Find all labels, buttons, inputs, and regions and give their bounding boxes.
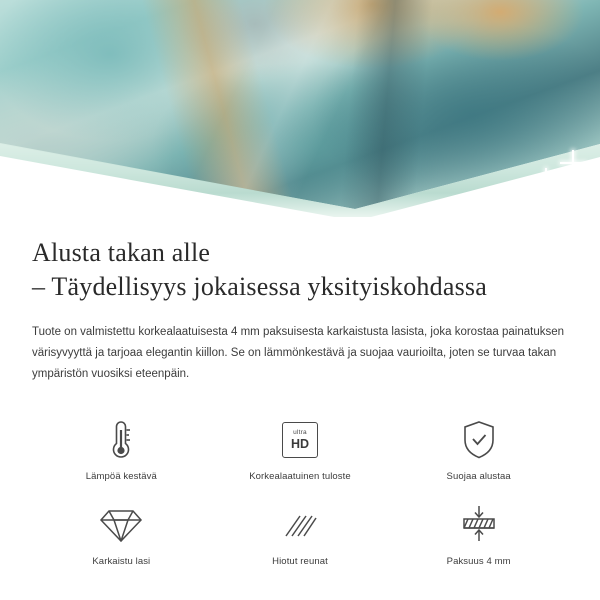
feature-label: Suojaa alustaa (446, 471, 511, 482)
feature-label: Korkealaatuinen tuloste (249, 471, 351, 482)
thermometer-icon (107, 417, 135, 463)
thickness-icon (459, 502, 499, 548)
feature-item (32, 496, 211, 571)
feature-label: Paksuus 4 mm (446, 556, 511, 567)
ultra-hd-icon (282, 417, 318, 463)
headline-line-1: Alusta takan alle (32, 238, 211, 267)
hero-product-image (0, 0, 600, 228)
description-paragraph: Tuote on valmistettu korkealaatuisesta 4 mm paksuisesta karkaistusta lasista, joka korostaa painatuksen värisyvyyttä ja tarjoaa elegantin kiillon. Se on lämmönkestävä ja suojaa vaurioilta, joten se turvaa takan ympäristön vuosiksi eteenpäin. (32, 326, 565, 380)
ultra-hd-badge-bottom: HD (290, 436, 310, 451)
ultra-hd-badge-top: ultra (293, 429, 307, 436)
feature-item (32, 411, 211, 486)
feature-label: Hiotut reunat (272, 556, 328, 567)
diamond-icon (99, 502, 143, 548)
page-title (32, 236, 568, 304)
headline-line-2: – Täydellisyys jokaisessa yksityiskohdassa (32, 272, 487, 301)
feature-label: Karkaistu lasi (92, 556, 151, 567)
feature-item (211, 411, 390, 486)
feature-grid (32, 411, 568, 571)
feature-item (389, 411, 568, 486)
content-area (0, 236, 600, 571)
polished-edges-icon (280, 502, 320, 548)
feature-item (211, 496, 390, 571)
feature-label: Lämpöä kestävä (85, 471, 157, 482)
feature-item (389, 496, 568, 571)
shield-check-icon (460, 417, 498, 463)
